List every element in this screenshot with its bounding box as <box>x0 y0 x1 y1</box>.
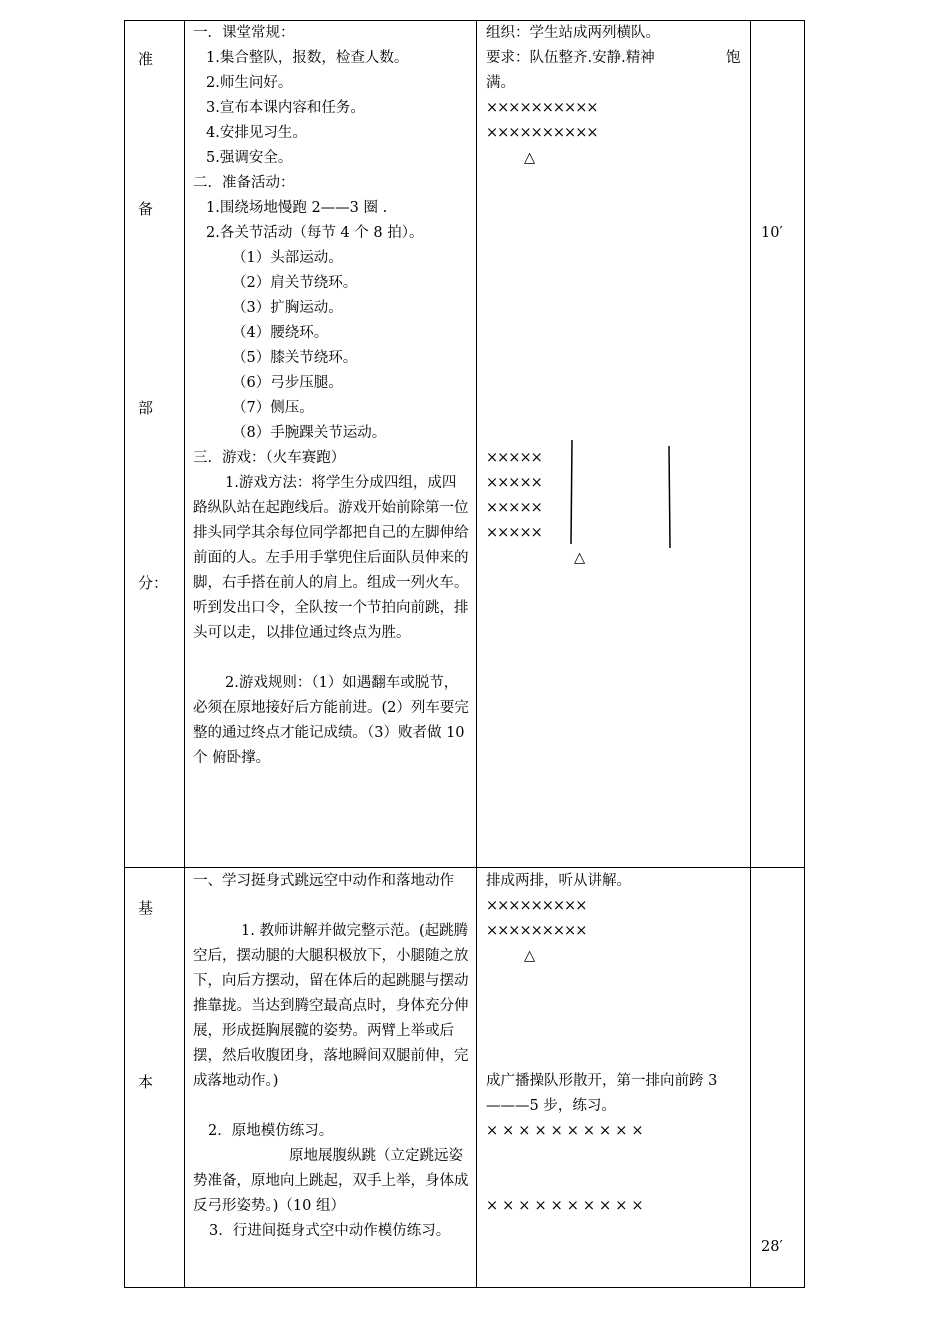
content-line: 三．游戏：（火车赛跑） <box>193 450 346 466</box>
game-method-paragraph: 1.游戏方法：将学生分成四组，成四路纵队站在起跑线后。游戏开始前除第一位排头同学其余每位同学都把自己的左脚伸给前面的人。左手用手掌兜住后面队员伸来的脚，右手搭在前人的肩上。组成一列火车。听到发出口令，全队按一个节拍向前跳，排头可以走，以排位通过终点为胜。 <box>193 475 469 641</box>
finish-line <box>669 446 670 548</box>
section-label-char: 部 <box>138 399 154 417</box>
basic-step-3: 3．行进间挺身式空中动作模仿练习。 <box>209 1223 451 1239</box>
content-line: 1.集合整队，报数，检查人数。 <box>206 50 409 66</box>
formation-row: ××××××××× <box>486 898 587 914</box>
org-line: 组织：学生站成两列横队。 <box>486 25 660 41</box>
content-line: （2）肩关节绕环。 <box>232 275 358 291</box>
content-line: 3.宣布本课内容和任务。 <box>206 100 365 116</box>
basic-step-1: 1. 教师讲解并做完整示范。(起跳腾空后，摆动腿的大腿积极放下，小腿随之放下，向后方摆动，留在体后的起跳腿与摆动推靠拢。当达到腾空最高点时，身体充分伸展，形成挺胸展髋的姿势。两臂上举或后摆，然后收腹团身，落地瞬间双腿前伸，完成落地动作。) <box>193 923 469 1089</box>
content-line: （3）扩胸运动。 <box>232 300 343 316</box>
section-label-char: 备 <box>138 200 154 218</box>
basic-heading: 一、学习挺身式跳远空中动作和落地动作 <box>193 873 454 889</box>
org-requirement-end: 饱 <box>726 50 741 66</box>
game-formation-row: ××××× <box>486 475 542 491</box>
time-value: 28′ <box>761 1239 783 1255</box>
section-label-char: 基 <box>138 899 154 917</box>
content-line: 2.师生问好。 <box>206 75 293 91</box>
formation-row: ×××××××××× <box>486 1198 648 1214</box>
org-requirement-cont: 满。 <box>486 75 515 91</box>
content-line: 4.安排见习生。 <box>206 125 307 141</box>
start-finish-lines <box>560 436 680 552</box>
content-line: 5.强调安全。 <box>206 150 293 166</box>
start-line <box>571 440 572 544</box>
teacher-triangle-icon: △ <box>524 150 536 166</box>
content-line: （6）弓步压腿。 <box>232 375 343 391</box>
column-divider-2 <box>476 20 477 1288</box>
org-requirement: 要求：队伍整齐.安静.精神 <box>486 50 655 66</box>
game-formation-row: ××××× <box>486 500 542 516</box>
game-formation-row: ××××× <box>486 525 542 541</box>
section-divider <box>124 867 805 868</box>
column-divider-1 <box>184 20 185 1288</box>
formation-row: ×××××××××× <box>486 100 598 116</box>
content-line: 1.围绕场地慢跑 2——3 圈 . <box>206 200 388 216</box>
org-line: 排成两排，听从讲解。 <box>486 873 631 889</box>
table-left-border <box>124 20 125 1288</box>
formation-row: ××××××××× <box>486 923 587 939</box>
scatter-instruction: 成广播操队形散开，第一排向前跨 3———5 步，练习。 <box>486 1073 718 1114</box>
content-line: 二．准备活动： <box>193 175 295 191</box>
content-line: （7）侧压。 <box>232 400 314 416</box>
content-line: 2.各关节活动（每节 4 个 8 拍）。 <box>206 225 424 241</box>
basic-step-2: 2．原地模仿练习。 <box>208 1123 334 1139</box>
section-label-char: 准 <box>138 50 154 68</box>
content-line: （4）腰绕环。 <box>232 325 329 341</box>
game-formation-row: ××××× <box>486 450 542 466</box>
game-rules-paragraph: 2.游戏规则：（1）如遇翻车或脱节，必须在原地接好后方能前进。(2）列车要完整的通过终点才能记成绩。（3）败者做 10 个 俯卧撑。 <box>193 675 469 766</box>
section-label-char: 本 <box>138 1073 154 1091</box>
teacher-triangle-icon: △ <box>524 948 536 964</box>
time-value: 10′ <box>761 225 783 241</box>
table-bottom-border <box>124 1287 805 1288</box>
teacher-triangle-icon: △ <box>574 550 586 566</box>
content-line: （8）手腕踝关节运动。 <box>232 425 387 441</box>
basic-step-2-detail: 原地展腹纵跳（立定跳远姿势准备，原地向上跳起，双手上举，身体成反弓形姿势。)（10 组） <box>193 1148 469 1214</box>
section-label-char: 分： <box>138 574 169 592</box>
content-line: （1）头部运动。 <box>232 250 343 266</box>
column-divider-3 <box>750 20 751 1288</box>
formation-row: ×××××××××× <box>486 125 598 141</box>
table-right-border <box>804 20 805 1288</box>
content-line: 一．课堂常规： <box>193 25 295 41</box>
formation-row: ×××××××××× <box>486 1123 648 1139</box>
content-line: （5）膝关节绕环。 <box>232 350 358 366</box>
